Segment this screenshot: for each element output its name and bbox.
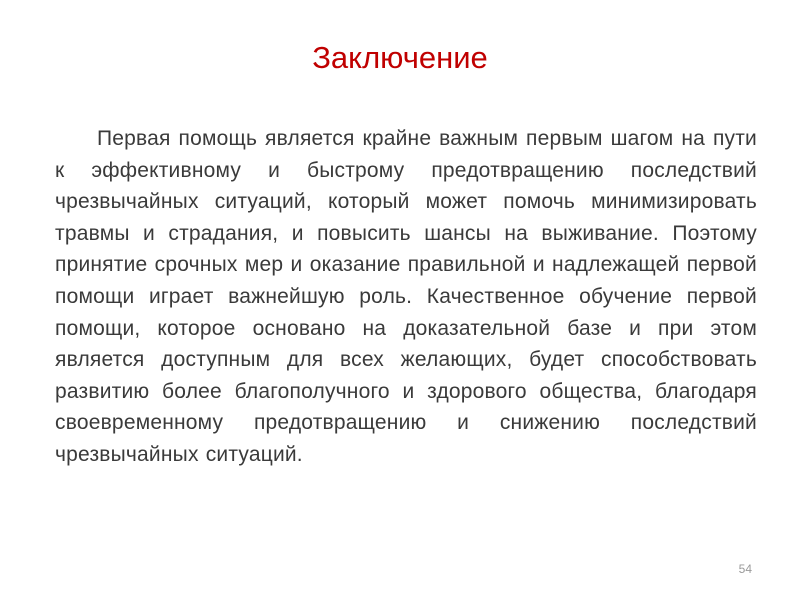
page-number: 54 xyxy=(738,562,752,576)
slide-title: Заключение xyxy=(312,40,488,75)
slide-body-text: Первая помощь является крайне важным первым шагом на пути к эффективному и быстрому предотвращению последствий чрезвычайных ситуаций, который может помочь минимизировать травмы и страдания, и повысить шансы на выживание. Поэтому принятие срочных мер и оказание правильной и надлежащей первой помощи играет важнейшую роль. Качественное обучение первой помощи, которое основано на доказательной базе и при этом является доступным для всех желающих, будет способствовать развитию более благополучного и здорового общества, благодаря своевременному предотвращению и снижению последствий чрезвычайных ситуаций. xyxy=(55,127,757,466)
